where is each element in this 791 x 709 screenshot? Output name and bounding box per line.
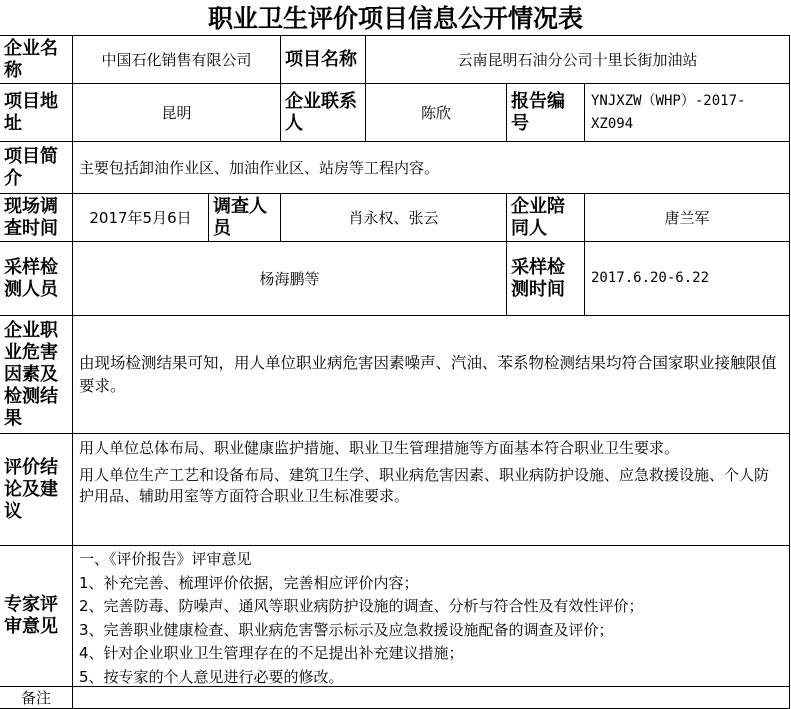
value-company-escort: 唐兰军 — [584, 193, 790, 242]
report-no-line-1: YNJXZW（WHP）-2017- — [591, 92, 746, 109]
label-conclusion: 评价结论及建议 — [0, 433, 73, 546]
value-remarks — [72, 686, 790, 709]
conclusion-paragraph-1: 用人单位总体布局、职业健康监护措施、职业卫生管理措施等方面基本符合职业卫生要求。 — [79, 439, 680, 457]
label-company-escort: 企业陪同人 — [506, 193, 585, 242]
info-table — [0, 36, 791, 709]
label-expert-opinion: 专家评审意见 — [0, 545, 73, 687]
value-sampling-staff: 杨海鹏等 — [72, 241, 507, 316]
value-report-no — [584, 83, 790, 142]
value-project-address: 昆明 — [72, 83, 281, 142]
value-survey-time: 2017年5月6日 — [72, 193, 209, 242]
label-company-name: 企业名称 — [0, 35, 73, 84]
label-hazard-results: 企业职业危害因素及检测结果 — [0, 315, 73, 434]
expert-line: 一、《评价报告》评审意见 — [79, 550, 252, 568]
label-company-contact: 企业联系人 — [280, 83, 366, 142]
label-survey-time: 现场调查时间 — [0, 193, 73, 242]
expert-line: 5、按专家的个人意见进行必要的修改。 — [79, 667, 344, 686]
value-expert-opinion — [72, 545, 790, 687]
label-remarks: 备注 — [0, 686, 73, 709]
page-title: 职业卫生评价项目信息公开情况表 — [207, 4, 583, 33]
label-investigators: 调查人员 — [208, 193, 281, 242]
value-project-name: 云南昆明石油分公司十里长街加油站 — [365, 35, 790, 84]
value-conclusion — [72, 433, 790, 546]
value-investigators: 肖永权、张云 — [280, 193, 507, 242]
expert-line: 3、完善职业健康检查、职业病危害警示标示及应急救援设施配备的调查及评价； — [79, 620, 614, 639]
conclusion-paragraph-2: 用人单位生产工艺和设备布局、建筑卫生学、职业病危害因素、职业病防护设施、应急救援设施、个人防护用品、辅助用室等方面符合职业卫生标准要求。 — [79, 466, 770, 505]
value-company-name: 中国石化销售有限公司 — [72, 35, 281, 84]
label-project-address: 项目地址 — [0, 83, 73, 142]
label-project-intro: 项目简介 — [0, 141, 73, 194]
label-sampling-time: 采样检测时间 — [506, 241, 585, 316]
expert-line: 2、完善防毒、防噪声、通风等职业病防护设施的调查、分析与符合性及有效性评价； — [79, 597, 644, 615]
value-company-contact: 陈欣 — [365, 83, 507, 142]
value-sampling-time: 2017.6.20-6.22 — [584, 241, 790, 316]
expert-line: 1、补充完善、梳理评价依据，完善相应评价内容； — [79, 573, 419, 592]
label-project-name: 项目名称 — [280, 35, 366, 84]
label-report-no: 报告编号 — [506, 83, 585, 142]
value-hazard-results: 由现场检测结果可知，用人单位职业病危害因素噪声、汽油、苯系物检测结果均符合国家职业接触限值要求。 — [72, 315, 790, 434]
expert-line: 4、针对企业职业卫生管理存在的不足提出补充建议措施； — [79, 644, 464, 662]
value-project-intro: 主要包括卸油作业区、加油作业区、站房等工程内容。 — [72, 141, 790, 194]
label-sampling-staff: 采样检测人员 — [0, 241, 73, 316]
report-no-line-2: XZ094 — [591, 115, 634, 132]
